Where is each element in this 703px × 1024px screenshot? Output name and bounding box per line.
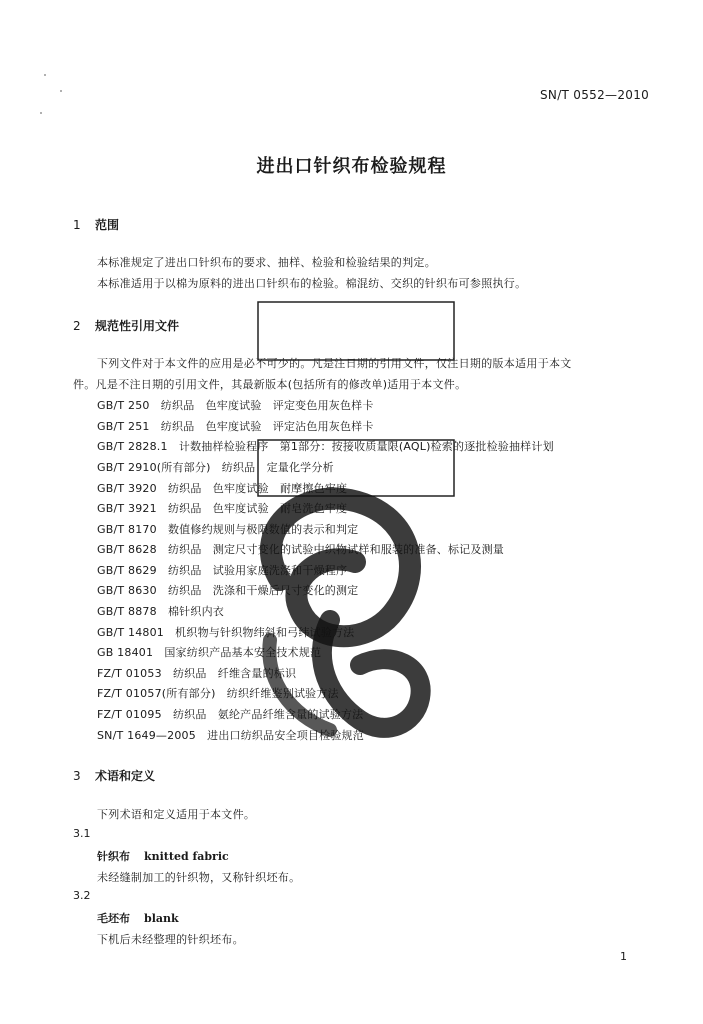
reference-item: GB/T 8629 纺织品 试验用家庭洗涤和干燥程序	[97, 564, 348, 577]
section-3-heading	[73, 767, 155, 784]
standard-number: SN/T 0552—2010	[540, 88, 650, 102]
term-definition: 未经缝制加工的针织物，又称针织坯布。	[97, 871, 301, 884]
scan-speck	[40, 112, 42, 114]
reference-item: GB 18401 国家纺织产品基本安全技术规范	[97, 646, 322, 659]
paragraph: 本标准适用于以棉为原料的进出口针织布的检验。棉混纺、交织的针织布可参照执行。	[97, 277, 527, 290]
reference-item: GB/T 3920 纺织品 色牢度试验 耐摩擦色牢度	[97, 482, 348, 495]
section-title: 术语和定义	[95, 769, 156, 783]
reference-item: GB/T 2910(所有部分) 纺织品 定量化学分析	[97, 461, 334, 474]
reference-item: GB/T 8170 数值修约规则与极限数值的表示和判定	[97, 523, 359, 536]
section-number: 2	[73, 319, 81, 333]
document-title: 进出口针织布检验规程	[256, 156, 447, 177]
section-number: 3	[73, 769, 81, 783]
reference-item: FZ/T 01053 纺织品 纤维含量的标识	[97, 667, 297, 680]
scan-speck	[44, 74, 46, 76]
section-number: 1	[73, 218, 81, 232]
reference-item: GB/T 8630 纺织品 洗涤和干燥后尺寸变化的测定	[97, 584, 359, 597]
reference-item: GB/T 8628 纺织品 测定尺寸变化的试验中织物试样和服装的准备、标记及测量	[97, 543, 504, 556]
term-number: 3.1	[73, 827, 91, 840]
reference-item: GB/T 8878 棉针织内衣	[97, 605, 224, 618]
reference-item: GB/T 3921 纺织品 色牢度试验 耐皂洗色牢度	[97, 502, 348, 515]
reference-item: FZ/T 01095 纺织品 氨纶产品纤维含量的试验方法	[97, 708, 364, 721]
reference-item: GB/T 250 纺织品 色牢度试验 评定变色用灰色样卡	[97, 399, 374, 412]
term-en: knitted fabric	[144, 850, 229, 863]
paragraph: 下列文件对于本文件的应用是必不可少的。凡是注日期的引用文件，仅注日期的版本适用于本文	[97, 357, 572, 370]
term-en: blank	[144, 912, 179, 925]
reference-item: GB/T 14801 机织物与针织物纬斜和弓纬试验方法	[97, 626, 355, 639]
term-heading	[97, 848, 229, 864]
paragraph: 下列术语和定义适用于本文件。	[97, 808, 256, 821]
paragraph: 件。凡是不注日期的引用文件，其最新版本(包括所有的修改单)适用于本文件。	[73, 378, 467, 391]
reference-item: GB/T 2828.1 计数抽样检验程序 第1部分：按接收质量限(AQL)检索的逐批检验抽样计划	[97, 440, 554, 453]
term-number: 3.2	[73, 889, 91, 902]
section-title: 范围	[95, 218, 120, 232]
term-heading	[97, 910, 179, 926]
reference-item: GB/T 251 纺织品 色牢度试验 评定沾色用灰色样卡	[97, 420, 374, 433]
section-title: 规范性引用文件	[95, 319, 180, 333]
term-zh: 针织布	[97, 850, 130, 863]
scan-speck	[60, 90, 62, 92]
term-definition: 下机后未经整理的针织坯布。	[97, 933, 244, 946]
section-1-heading	[73, 216, 119, 233]
reference-item: FZ/T 01057(所有部分) 纺织纤维鉴别试验方法	[97, 687, 339, 700]
section-2-heading	[73, 317, 179, 334]
page-number: 1	[620, 950, 627, 963]
reference-item: SN/T 1649—2005 进出口纺织品安全项目检验规范	[97, 729, 364, 742]
term-zh: 毛坯布	[97, 912, 130, 925]
paragraph: 本标准规定了进出口针织布的要求、抽样、检验和检验结果的判定。	[97, 256, 436, 269]
